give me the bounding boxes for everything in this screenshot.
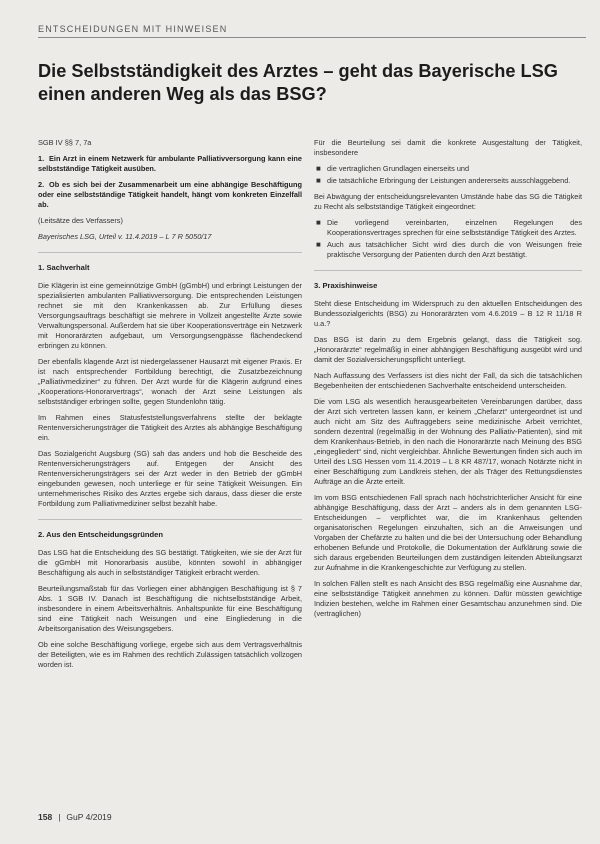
bullet-icon: ■: [316, 240, 321, 249]
headnote-note: (Leitsätze des Verfassers): [38, 216, 123, 225]
court-reference: Bayerisches LSG, Urteil v. 11.4.2019 – L 7 R 5050/17: [38, 232, 212, 241]
headnote-2: [38, 180, 302, 210]
list-item-text: die tatsächliche Erbringung der Leistungen andererseits ausschlaggebend.: [327, 176, 571, 185]
list-item-text: die vertraglichen Grundlagen einerseits und: [327, 164, 470, 173]
list-item: [314, 218, 582, 238]
section-heading-practice-notes: 3. Praxishinweise: [314, 270, 582, 291]
right-paragraph-2: Bei Abwägung der entscheidungsrelevanten Umstände habe das SG die Tätigkeit zu Recht als selbstständige Tätigkeit eingeordnet:: [314, 192, 582, 211]
right-paragraph-1: Für die Beurteilung sei damit die konkrete Ausgestaltung der Tätigkeit, insbesondere: [314, 138, 582, 157]
facts-paragraph-1: Die Klägerin ist eine gemeinnützige GmbH (gGmbH) und erbringt Leistungen der spezialisierten ambulanten Palliativversorgung. Die entsprechenden Leistungen rechnet sie mit den Krankenkassen ab. Zur Erfüllung dieses Versorgungsauftrags beschäftigt sie mehrere in Vollzeit angestellte Ärzte sowie Verwaltungspersonal. Außerdem hat sie über Kooperationsverträge ein Netzwerk mit Honorarärzten aufgebaut, um Versorgungsengpässe flächendeckend erbringen zu können.: [38, 281, 302, 350]
right-column: [314, 138, 582, 625]
page-footer: [38, 812, 112, 822]
bullet-icon: ■: [316, 176, 321, 185]
headnote-1-text: Ein Arzt in einem Netzwerk für ambulante Palliativversorgung kann eine selbstständige Tätigkeit ausüben.: [38, 154, 302, 173]
section-heading-reasons: 2. Aus den Entscheidungsgründen: [38, 519, 302, 540]
headnote-1: [38, 154, 302, 174]
facts-paragraph-2: Der ebenfalls klagende Arzt ist niedergelassener Hausarzt mit eigener Praxis. Er ist nach entsprechender Fortbildung berechtigt, die Zusatzbezeichnung „Palliativmediziner“ zu führen. Der Arzt wurde für die Klägerin aufgrund eines „Kooperations-Honorarvertrags“, wonach der Arzt seine Leistungen als selbstständiger erbringen sollte, gegen Stundenlohn tätig.: [38, 357, 302, 406]
facts-paragraph-4: Das Sozialgericht Augsburg (SG) sah das anders und hob die Bescheide des Rentenversicherungsträgers auf. Entgegen der Ansicht des Rentenversicherungsträgers sei der Arzt weder in den Betrieb der gGmbH eingebunden gewesen, noch unterliege er für seine Tätigkeit Weisungen. Ein unternehmerisches Risiko des Arztes ergebe sich daraus, dass dieser die erste Fortbildung zum Palliativmediziner selbst bezahlt habe.: [38, 449, 302, 508]
reasons-paragraph-2: Beurteilungsmaßstab für das Vorliegen einer abhängigen Beschäftigung ist § 7 Abs. 1 SGB IV. Danach ist Beschäftigung die nichtselbstständige Arbeit, insbesondere in einem Arbeitsverhältnis. Anhaltspunkte für eine Beschäftigung sind eine Tätigkeit nach Weisungen und eine Eingliederung in die Arbeitsorganisation des Weisungsgebers.: [38, 584, 302, 633]
journal-issue: GuP 4/2019: [66, 812, 112, 822]
list-item: [314, 240, 582, 260]
section-heading-facts: 1. Sachverhalt: [38, 252, 302, 273]
facts-paragraph-3: Im Rahmen eines Statusfeststellungsverfahrens stellte der beklagte Rentenversicherungsträger die Tätigkeit des Arztes als abhängige Beschäftigung ein.: [38, 413, 302, 442]
practice-paragraph-3: Nach Auffassung des Verfassers ist dies nicht der Fall, da sich die tatsächlichen Begebenheiten der entschiedenen Sachverhalte entscheidend unterscheiden.: [314, 371, 582, 390]
headnote-2-text: Ob es sich bei der Zusammenarbeit um eine abhängige Beschäftigung oder eine selbstständige Tätigkeit handelt, hängt vom konkreten Einzelfall ab.: [38, 180, 302, 209]
list-item: [314, 164, 582, 174]
headnote-1-number: 1.: [38, 154, 45, 163]
list-item-text: Die vorliegend vereinbarten, einzelnen Regelungen des Kooperationsvertrages sprechen für eine selbstständige Tätigkeit des Arztes.: [327, 218, 582, 237]
article-title: Die Selbstständigkeit des Arztes – geht das Bayerische LSG einen anderen Weg als das BSG?: [38, 61, 558, 104]
left-column: [38, 138, 302, 676]
reasons-paragraph-1: Das LSG hat die Entscheidung des SG bestätigt. Tätigkeiten, wie sie der Arzt für die gGmbH mit Honorarbasis ausübe, könnten sowohl in abhängiger Beschäftigung als auch in selbstständiger Tätigkeit erbracht werden.: [38, 548, 302, 577]
footer-separator: |: [58, 812, 61, 822]
headnote-2-number: 2.: [38, 180, 45, 189]
bullet-icon: ■: [316, 164, 321, 173]
page-number: 158: [38, 812, 53, 822]
practice-paragraph-1: Steht diese Entscheidung im Widerspruch zu den aktuellen Entscheidungen des Bundessozialgerichts (BSG) zu Honorarärzten vom 4.6.2019 – B 12 R 11/18 R u.a.?: [314, 299, 582, 328]
bullet-icon: ■: [316, 218, 321, 227]
practice-paragraph-6: In solchen Fällen stellt es nach Ansicht des BSG regelmäßig eine Ausnahme dar, eine selbstständige Tätigkeit annehmen zu können. Dafür müssten gewichtige Indizien bestehen, welche im Rahmen einer Gesamtschau anzunehmen sind. Die (vertraglichen): [314, 579, 582, 618]
practice-paragraph-5: Im vom BSG entschiedenen Fall sprach nach höchstrichterlicher Ansicht für eine abhängige Beschäftigung, dass der Arzt – anders als in dem genannten LSG-Entscheidungen – verpflichtet war, die im Krankenhaus geltenden organisatorischen Regelungen einzuhalten, sich an die Anweisungen und Vorgaben der Chefärzte zu halten und die bei der Untersuchung oder Behandlung erhobenen Befunde und Protokolle, die Dokumentation der Aufklärung sowie die sich daraus ergebenden Beurteilungen dem zuständigen leitenden Abteilungsarzt zur Aufnahme in die Krankengeschichte zur Verfügung zu stellen.: [314, 493, 582, 572]
list-item: [314, 176, 582, 186]
practice-paragraph-4: Die vom LSG als wesentlich herausgearbeiteten Vereinbarungen darüber, dass der Arzt sich vertreten lassen kann, er keinem „Chefarzt“ untergeordnet ist und auch nicht am Sitz des Auftraggebers seine medizinische Arbeit verrichtet, sondern dezentral (regelmäßig in der Wohnung des Palliativ-Patienten), sind mit dem Krankenhaus-Betrieb, in den nach die Honorarärzte nach Meinung des BSG „eingegliedert“ sind, nicht vergleichbar. Ähnliche Bewertungen finden sich auch im Urteil des LSG Hessen vom 11.4.2019 – L 8 KR 487/17, wonach Notärzte nicht in einer Beschäftigung zum Landkreis stehen, der als Träger des Rettungsdienstes Aufträge an die Ärzte erteilt.: [314, 397, 582, 486]
law-reference: SGB IV §§ 7, 7a: [38, 138, 92, 147]
list-item-text: Auch aus tatsächlicher Sicht wird dies durch die von Weisungen freie praktische Versorgung der Patienten durch den Arzt bestätigt.: [327, 240, 582, 259]
reasons-paragraph-3: Ob eine solche Beschäftigung vorliege, ergebe sich aus dem Vertragsverhältnis der Beteiligten, wie es im Rahmen des rechtlich Zulässigen tatsächlich vollzogen worden ist.: [38, 640, 302, 669]
bullet-list-2: [314, 218, 582, 260]
practice-paragraph-2: Das BSG ist darin zu dem Ergebnis gelangt, dass die Tätigkeit sog. „Honorarärzte“ regelmäßig in einer abhängigen Beschäftigung ausgeübt wird und damit der Sozialversicherungspflicht unterliegt.: [314, 335, 582, 364]
bullet-list-1: [314, 164, 582, 186]
section-label: ENTSCHEIDUNGEN MIT HINWEISEN: [38, 24, 586, 38]
